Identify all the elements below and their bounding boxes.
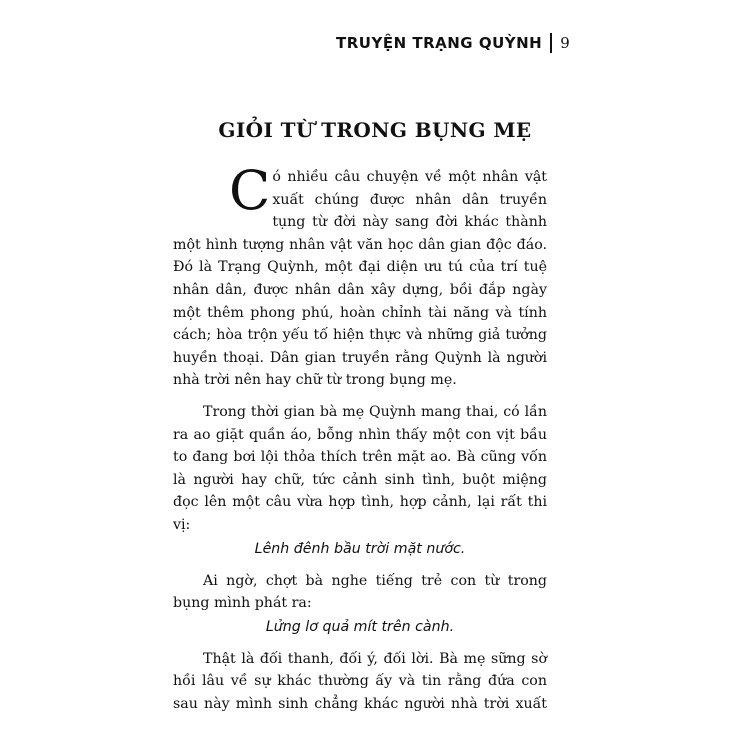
paragraph-3: Ai ngờ, chợt bà nghe tiếng trẻ con từ trong bụng mình phát ra: bbox=[173, 572, 547, 612]
verse-line-1: Lênh đênh bầu trời mặt nước. bbox=[254, 540, 466, 557]
book-title: TRUYỆN TRẠNG QUỲNH bbox=[336, 34, 543, 52]
body-text bbox=[173, 159, 547, 715]
paragraph-4: Thật là đối thanh, đối ý, đối lời. Bà mẹ sững sờ hồi lâu về sự khác thường ấy và tin rằng đứa con sau này mình sinh chẳng khác người nhà trời xuất bbox=[173, 650, 547, 712]
chapter-title: GIỎI TỪ TRONG BỤNG MẸ bbox=[218, 118, 532, 142]
paragraph-1-text: ó nhiều câu chuyện về một nhân vật xuất chúng được nhân dân truyền tụng từ đời này sang đời khác thành một hình tượng nhân vật văn học dân gian độc đáo. Đó là Trạng Quỳnh, một đại diện ưu tú của trí tuệ nhân dân, được nhân dân xây dựng, bồi đắp ngày một thêm phong phú, hoàn chỉnh tài năng và tính cách; hòa trộn yếu tố hiện thực và những giả tưởng huyền thoại. Dân gian truyền rằng Quỳnh là người nhà trời nên hay chữ từ trong bụng mẹ. bbox=[173, 169, 547, 389]
running-header bbox=[336, 33, 570, 53]
verse-line-2: Lửng lơ quả mít trên cành. bbox=[265, 618, 455, 635]
paragraph-2: Trong thời gian bà mẹ Quỳnh mang thai, có lần ra ao giặt quần áo, bỗng nhìn thấy một con vịt bầu to đang bơi lội thỏa thích trên mặt ao. Bà cũng vốn là người hay chữ, tức cảnh sinh tình, buột miệng đọc lên một câu vừa hợp tình, hợp cảnh, lại rất thi vị: bbox=[173, 403, 547, 533]
page-number: 9 bbox=[560, 34, 571, 52]
paragraph-1 bbox=[173, 159, 547, 392]
header-separator bbox=[550, 33, 552, 53]
drop-cap: C bbox=[229, 159, 271, 222]
